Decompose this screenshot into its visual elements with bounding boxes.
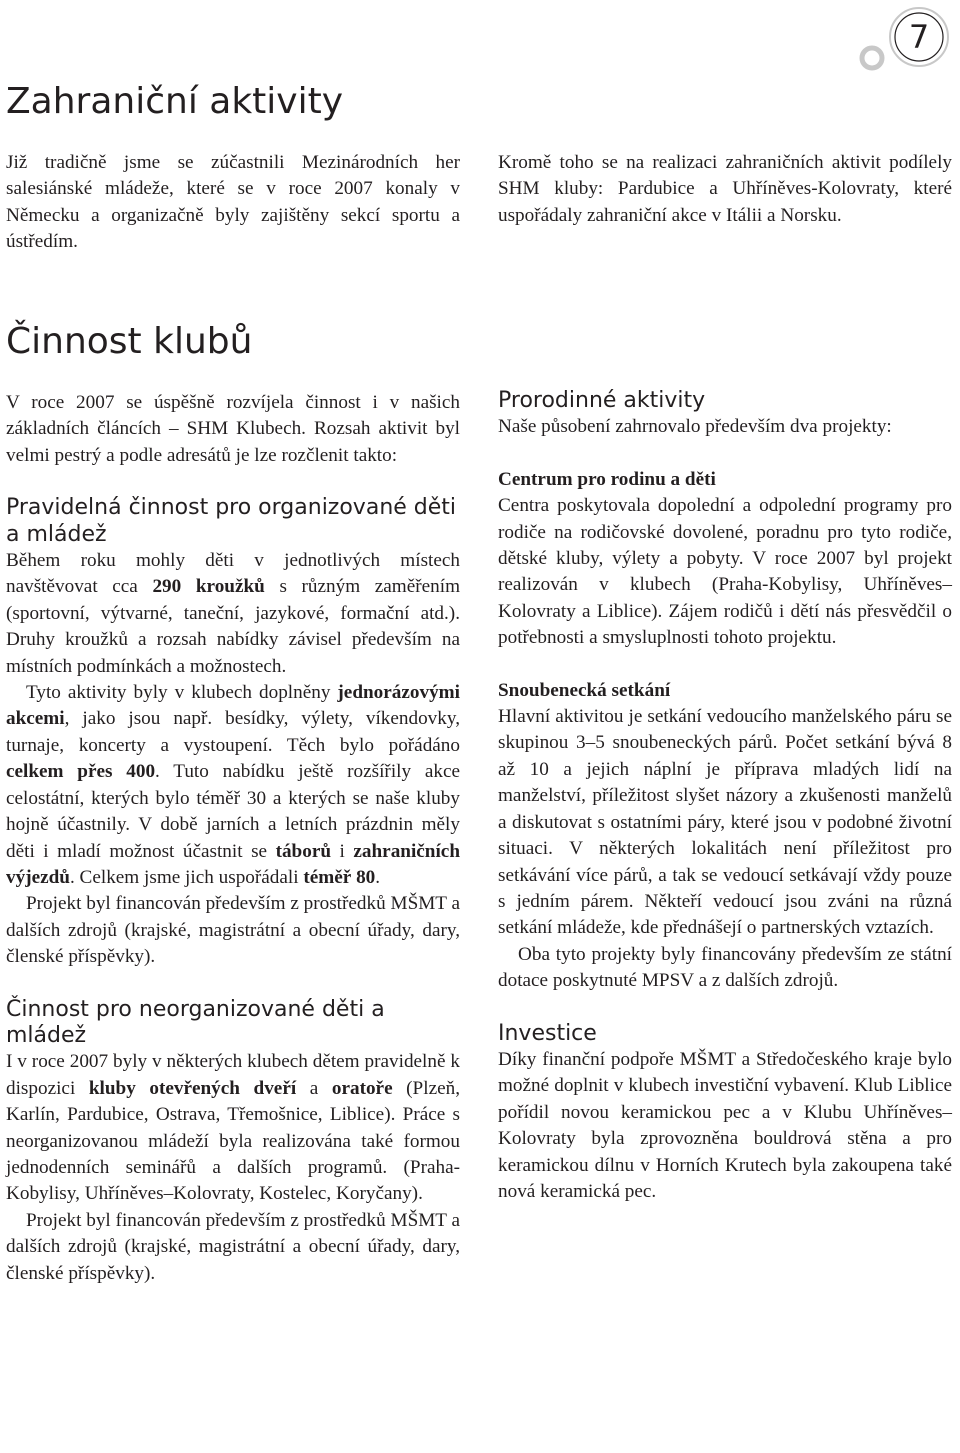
clubs-intro: V roce 2007 se úspěšně rozvíjela činnost i v našich základních článcích – SHM Klubech. Rozsah aktivit byl velmi pestrý a podle adresátů je lze rozčlenit takto: xyxy=(6,392,460,466)
small-ring-icon xyxy=(862,48,882,68)
page-number: 7 xyxy=(908,18,930,56)
investment-paragraph: Díky finanční podpoře MŠMT a Středočeského kraje bylo možné doplnit v klubech investiční vybavení. Klub Liblice pořídil novou keramickou pec a v Klubu Uhříněves–Kolovraty byla zprovozněna bouldrová stěna a pro keramickou dílnu v Horních Krutech byla zakoupena také nová keramická pec. xyxy=(498,1048,952,1202)
unorganized-paragraph-1: I v roce 2007 byly v některých klubech dětem pravidelně k dispozici kluby otevřených dveří a oratoře (Plzeň, Karlín, Pardubice, Ostrava, Třemošnice, Liblice). Práce s neorganizovanou mládeží byla realizována také formou jednodenních seminářů a dalších programů. (Praha-Kobylisy, Uhříněves–Kolovraty, Kostelec, Koryčany). xyxy=(6,1051,460,1205)
organized-paragraph-2: Tyto aktivity byly v klubech doplněny jednorázovými akcemi, jako jsou např. besídky, výlety, víkendovky, turnaje, koncerty a vystoupení. Těch bylo pořádáno celkem přes 400. Tuto nabídku ještě rozšířily akce celostátní, kterých bylo téměř 30 a kterých se naše kluby hojně účastnily. V době jarních a letních prázdnin měly děti i mladí možnost účastnit se táborů i zahraničních výjezdů. Celkem jsme jich uspořádali téměř 80. xyxy=(6,682,460,888)
organized-heading: Pravidelná činnost pro organizované děti a mládež xyxy=(6,495,457,547)
family-funding-paragraph: Oba tyto projekty byly financovány především ze státní dotace poskytnuté MPSV a z dalších zdrojů. xyxy=(498,943,952,992)
center-heading: Centrum pro rodinu a děti xyxy=(498,468,716,490)
left-column xyxy=(6,390,460,1287)
investment-heading: Investice xyxy=(498,1020,597,1046)
foreign-paragraph-1: Již tradičně jsme se zúčastnili Mezinárodních her salesiánské mládeže, které se v roce 2007 konaly v Německu a organizačně byly zajištěny sekcí sportu a ústředím. xyxy=(6,152,460,253)
right-column xyxy=(498,388,952,1205)
unorganized-paragraph-2: Projekt byl financován především z prostředků MŠMT a dalších zdrojů (krajské, magistrátní a obecní úřady, dary, členské příspěvky). xyxy=(6,1209,460,1284)
center-paragraph: Centra poskytovala dopolední a odpolední programy pro rodiče na rodičovské dovolené, poradnu pro tyto rodiče, dětské kluby, výlety a pobyty. V roce 2007 byl projekt realizován v klubech (Praha-Kobylisy, Uhříněves–Kolovraty a Liblice). Zájem rodičů i dětí nás přesvědčil o potřebnosti a smysluplnosti tohoto projektu. xyxy=(498,495,952,649)
family-heading: Prorodinné aktivity xyxy=(498,388,706,413)
family-intro: Naše působení zahrnovalo především dva projekty: xyxy=(498,416,892,438)
foreign-paragraph-2: Kromě toho se na realizaci zahraničních aktivit podílely SHM kluby: Pardubice a Uhříněves-Kolovraty, které uspořádaly zahraniční akce v Itálii a Norsku. xyxy=(498,152,952,226)
organized-paragraph-1: Během roku mohly děti v jednotlivých místech navštěvovat cca 290 kroužků s různým zaměřením (sportovní, výtvarné, taneční, jazykové, formační atd.). Druhy kroužků a rozsah nabídky závisel především na místních podmínkách a možnostech. xyxy=(6,550,461,677)
foreign-title: Zahraniční aktivity xyxy=(6,81,344,122)
unorganized-heading: Činnost pro neorganizované děti a mládež xyxy=(6,996,385,1048)
clubs-title: Činnost klubů xyxy=(6,321,253,362)
engaged-heading: Snoubenecká setkání xyxy=(498,679,671,701)
engaged-paragraph: Hlavní aktivitou je setkání vedoucího manželského páru se skupinou 3–5 snoubeneckých párů. Počet setkání bývá 8 až 10 a jejich náplní je příprava mladých lidí na manželství, příležitost slyšet názory a zkušenosti manželů a diskutovat s ostatními páry, které jsou v podobné životní situaci. V některých lokalitách není příležitost pro setkávání více párů, a tak se vedoucí setkávají vždy pouze s jedním párem. Někteří vedoucí jsou zváni na různá setkání mládeže, kde přednášejí o partnerských vztazích. xyxy=(498,706,952,939)
organized-paragraph-3: Projekt byl financován především z prostředků MŠMT a dalších zdrojů (krajské, magistrátní a obecní úřady, dary, členské příspěvky). xyxy=(6,893,460,968)
